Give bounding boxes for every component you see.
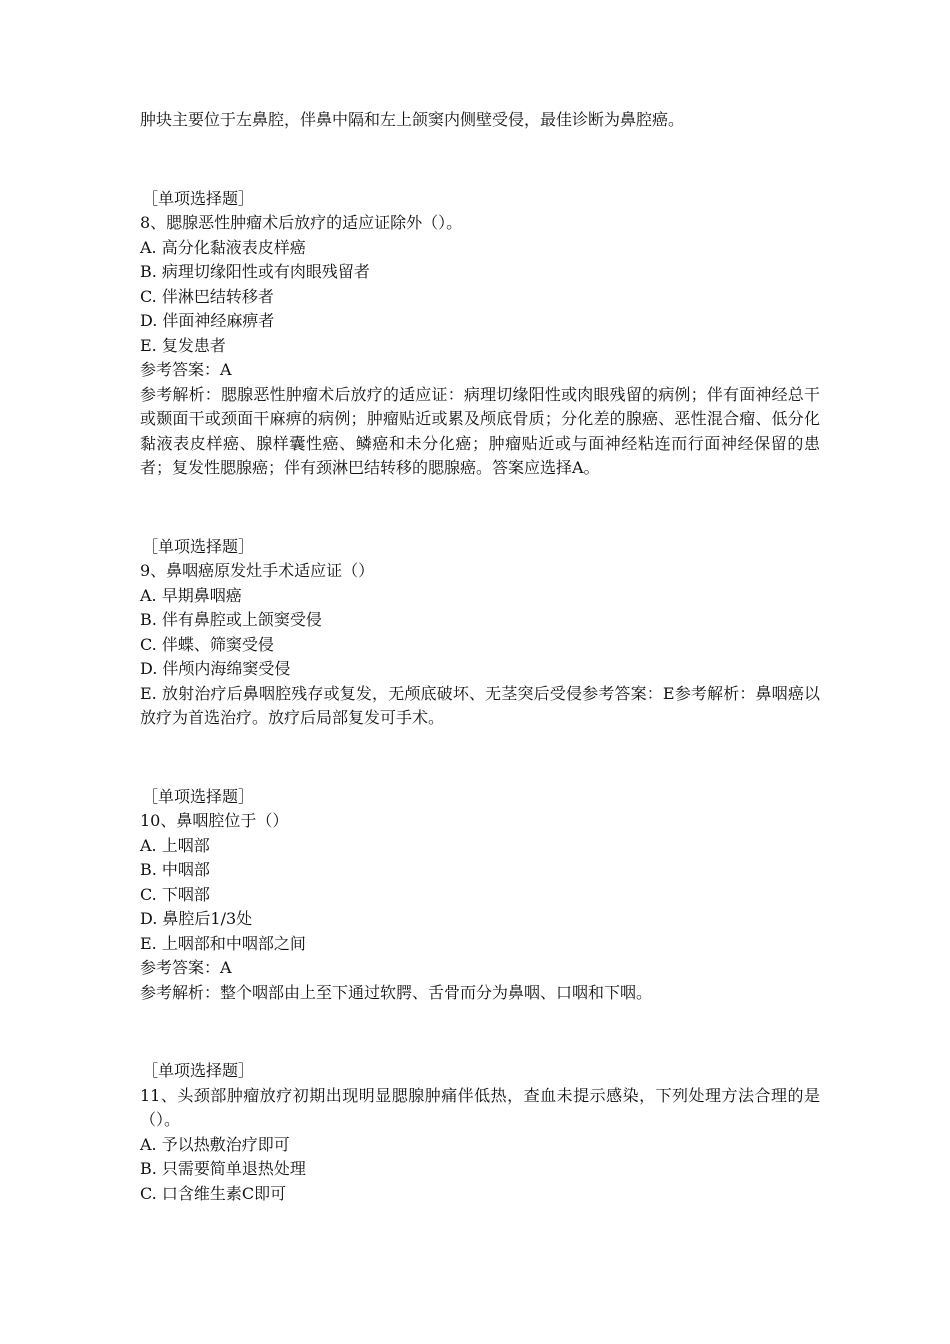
option-d: D. 伴颅内海绵窦受侵 xyxy=(140,659,291,678)
question-type: ［单项选择题］ xyxy=(142,188,255,208)
question-stem: 11、头颈部肿瘤放疗初期出现明显腮腺肿痛伴低热，查血未提示感染，下列处理方法合理的是（）。 xyxy=(140,1085,820,1129)
question-10 xyxy=(140,785,820,1006)
reference-answer: 参考答案：A xyxy=(140,360,232,379)
option-b: B. 病理切缘阳性或有肉眼残留者 xyxy=(140,262,370,281)
option-c: C. 伴蝶、筛窦受侵 xyxy=(140,634,274,654)
option-b: B. 中咽部 xyxy=(140,860,210,879)
reference-analysis: 参考解析：整个咽部由上至下通过软腭、舌骨而分为鼻咽、口咽和下咽。 xyxy=(140,982,653,1002)
option-c: C. 口含维生素C即可 xyxy=(140,1183,287,1203)
option-a: A. 早期鼻咽癌 xyxy=(140,585,242,605)
option-a: A. 上咽部 xyxy=(140,835,210,855)
question-stem: 10、鼻咽腔位于（） xyxy=(140,811,289,830)
question-type: ［单项选择题］ xyxy=(142,786,255,806)
option-b: B. 伴有鼻腔或上颌窦受侵 xyxy=(140,610,322,629)
question-type: ［单项选择题］ xyxy=(142,536,255,556)
intro-text: 肿块主要位于左鼻腔，伴鼻中隔和左上颌窦内侧壁受侵，最佳诊断为鼻腔癌。 xyxy=(140,110,685,129)
option-a: A. 高分化黏液表皮样癌 xyxy=(140,237,306,257)
option-e: E. 上咽部和中咽部之间 xyxy=(140,933,306,953)
question-8 xyxy=(140,187,820,481)
option-e: E. 复发患者 xyxy=(140,335,226,355)
option-c: C. 下咽部 xyxy=(140,884,210,904)
option-b: B. 只需要简单退热处理 xyxy=(140,1159,306,1178)
document-content xyxy=(140,108,820,1206)
option-e-with-answer: E. 放射治疗后鼻咽腔残存或复发，无颅底破坏、无茎突后受侵参考答案：E参考解析：鼻咽癌以放疗为首选治疗。放疗后局部复发可手术。 xyxy=(140,683,820,727)
question-9 xyxy=(140,535,820,731)
reference-answer: 参考答案：A xyxy=(140,958,232,977)
question-stem: 8、腮腺恶性肿瘤术后放疗的适应证除外（）。 xyxy=(140,213,463,232)
option-a: A. 予以热敷治疗即可 xyxy=(140,1134,290,1154)
option-c: C. 伴淋巴结转移者 xyxy=(140,286,274,306)
option-d: D. 鼻腔后1/3处 xyxy=(140,909,253,928)
option-d: D. 伴面神经麻痹者 xyxy=(140,311,275,330)
question-type: ［单项选择题］ xyxy=(142,1061,255,1080)
question-11 xyxy=(140,1059,820,1206)
reference-analysis: 参考解析：腮腺恶性肿瘤术后放疗的适应证：病理切缘阳性或肉眼残留的病例；伴有面神经总干或颞面干或颈面干麻痹的病例；肿瘤贴近或累及颅底骨质；分化差的腺癌、恶性混合瘤、低分化黏液表皮样癌、腺样囊性癌、鳞癌和未分化癌；肿瘤贴近或与面神经粘连而行面神经保留的患者；复发性腮腺癌；伴有颈淋巴结转移的腮腺癌。答案应选择A。 xyxy=(140,384,820,477)
question-stem: 9、鼻咽癌原发灶手术适应证（） xyxy=(140,561,375,580)
